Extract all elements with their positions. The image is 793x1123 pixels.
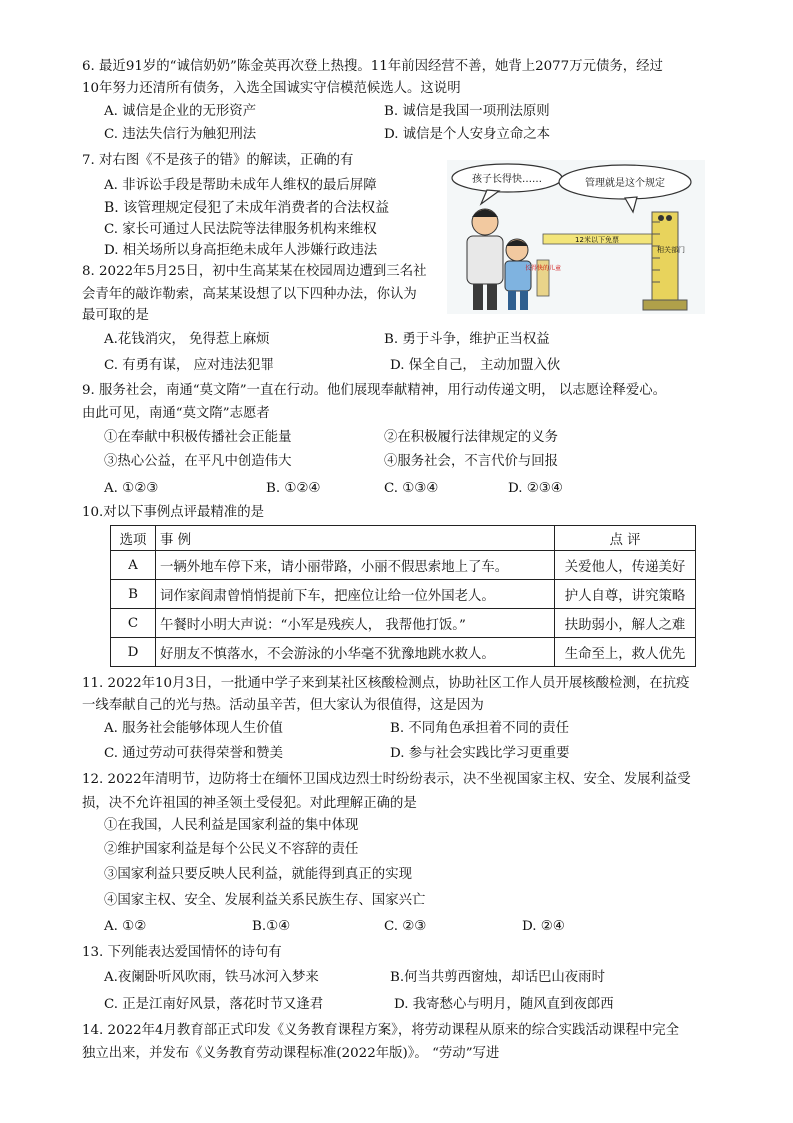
cartoon-bubble-right: 管理就是这个规定 [585, 178, 665, 189]
q8-option-b: B. 勇于斗争，维护正当权益 [384, 332, 550, 347]
table-cell-option: D [111, 638, 156, 667]
q13-stem: 13. 下列能表达爱国情怀的诗句有 [82, 945, 282, 960]
q11-option-a: A. 服务社会能够体现人生价值 [104, 721, 283, 736]
table-cell-example: 午餐时小明大声说：“小军是残疾人， 我帮他打饭。” [156, 609, 555, 638]
q6-option-b: B. 诚信是我国一项刑法原则 [384, 104, 550, 119]
q12-statement-3: ③国家利益只要反映人民利益，就能得到真正的实现 [104, 867, 412, 882]
q14-stem-line1: 14. 2022年4月教育部正式印发《义务教育课程方案》，将劳动课程从原来的综合实践活动课程中完全 [82, 1023, 680, 1038]
table-row [111, 609, 696, 638]
q12-stem-line2: 损，决不允许祖国的神圣领土受侵犯。对此理解正确的是 [82, 796, 417, 811]
q9-option-c: C. ①③④ [384, 481, 439, 496]
cartoon-image [447, 160, 705, 314]
table-row [111, 580, 696, 609]
q6-stem-line2: 10年努力还清所有债务，入选全国诚实守信模范候选人。这说明 [82, 81, 461, 96]
q7-option-c: C. 家长可通过人民法院等法律服务机构来维权 [104, 222, 377, 237]
q13-option-b: B.何当共剪西窗烛，却话巴山夜雨时 [390, 970, 605, 985]
q7-option-a: A. 非诉讼手段是帮助未成年人维权的最后屏障 [104, 178, 377, 193]
q9-stem-line2: 由此可见，南通“莫文隋”志愿者 [82, 406, 270, 421]
q9-stem-line1: 9. 服务社会，南通“莫文隋”一直在行动。他们展现奉献精神，用行动传递文明， 以志愿诠释爱心。 [82, 383, 666, 398]
q9-option-a: A. ①②③ [104, 481, 159, 496]
q7-option-d: D. 相关场所以身高拒绝未成年人涉嫌行政违法 [104, 243, 378, 258]
q11-option-d: D. 参与社会实践比学习更重要 [390, 746, 570, 761]
table-header-comment: 点 评 [555, 526, 696, 551]
table-cell-example: 词作家阎肃曾悄悄提前下车，把座位让给一位外国老人。 [156, 580, 555, 609]
q12-option-c: C. ②③ [384, 919, 427, 934]
q8-option-a: A.花钱消灾， 免得惹上麻烦 [104, 332, 270, 347]
q8-option-d: D. 保全自己， 主动加盟入伙 [390, 358, 561, 373]
q8-stem-line2: 会青年的敲诈勒索，高某某设想了以下四种办法，你认为 [82, 287, 417, 302]
q14-stem-line2: 独立出来，并发布《义务教育劳动课程标准(2022年版)》。 “劳动”写进 [82, 1046, 500, 1061]
q10-table [110, 525, 696, 667]
q12-option-a: A. ①② [104, 919, 147, 934]
table-cell-option: A [111, 551, 156, 580]
table-cell-comment: 关爱他人，传递美好 [555, 551, 696, 580]
q12-statement-4: ④国家主权、安全、发展利益关系民族生存、国家兴亡 [104, 893, 426, 908]
table-cell-comment: 扶助弱小，解人之难 [555, 609, 696, 638]
q11-stem-line1: 11. 2022年10月3日，一批通中学子来到某社区核酸检测点，协助社区工作人员开展核酸检测，在抗疫 [82, 676, 690, 691]
q12-option-d: D. ②④ [522, 919, 565, 934]
q6-option-c: C. 违法失信行为触犯刑法 [104, 127, 257, 142]
q8-option-c: C. 有勇有谋， 应对违法犯罪 [104, 358, 274, 373]
cartoon-post-sign: 相关部门 [657, 246, 685, 254]
table-row [111, 551, 696, 580]
q9-option-b: B. ①②④ [266, 481, 321, 496]
q9-option-d: D. ②③④ [508, 481, 563, 496]
table-header-example: 事 例 [156, 526, 555, 551]
q13-option-c: C. 正是江南好风景，落花时节又逢君 [104, 997, 324, 1012]
table-row [111, 638, 696, 667]
q9-statement-4: ④服务社会，不言代价与回报 [384, 454, 559, 469]
table-cell-example: 好朋友不慎落水，不会游泳的小华毫不犹豫地跳水救人。 [156, 638, 555, 667]
table-header-option: 选项 [111, 526, 156, 551]
q6-option-a: A. 诚信是企业的无形资产 [104, 104, 257, 119]
table-cell-option: C [111, 609, 156, 638]
q13-option-a: A.夜阑卧听风吹雨，铁马冰河入梦来 [104, 970, 319, 985]
cartoon-bubble-left: 孩子长得快…… [472, 174, 542, 185]
q12-option-b: B.①④ [252, 919, 291, 934]
q13-option-d: D. 我寄愁心与明月，随风直到夜郎西 [394, 997, 614, 1012]
q12-statement-2: ②维护国家利益是每个公民义不容辞的责任 [104, 842, 359, 857]
q8-stem-line1: 8. 2022年5月25日，初中生高某某在校园周边遭到三名社 [82, 264, 427, 279]
q10-stem: 10.对以下事例点评最精准的是 [82, 505, 264, 520]
q12-stem-line1: 12. 2022年清明节，边防将士在缅怀卫国戍边烈士时纷纷表示，决不坐视国家主权、安全、发展利益受 [82, 772, 691, 787]
table-cell-option: B [111, 580, 156, 609]
q11-option-b: B. 不同角色承担着不同的责任 [390, 721, 570, 736]
q6-stem-line1: 6. 最近91岁的“诚信奶奶”陈金英再次登上热搜。11年前因经营不善，她背上2077万元债务，经过 [82, 59, 663, 74]
q8-stem-line3: 最可取的是 [82, 308, 149, 323]
q12-statement-1: ①在我国，人民利益是国家利益的集中体现 [104, 818, 359, 833]
cartoon-child-tag: 长得快的儿童 [524, 265, 562, 272]
q11-option-c: C. 通过劳动可获得荣誉和赞美 [104, 746, 283, 761]
q9-statement-2: ②在积极履行法律规定的义务 [384, 430, 559, 445]
table-cell-comment: 生命至上，救人优先 [555, 638, 696, 667]
table-cell-example: 一辆外地车停下来，请小丽带路，小丽不假思索地上了车。 [156, 551, 555, 580]
cartoon-ruler-label: 12米以下免票 [575, 236, 619, 244]
table-cell-comment: 护人自尊，讲究策略 [555, 580, 696, 609]
table-header-row [111, 526, 696, 551]
q9-statement-3: ③热心公益，在平凡中创造伟大 [104, 454, 292, 469]
q7-option-b: B. 该管理规定侵犯了未成年消费者的合法权益 [104, 200, 390, 216]
q9-statement-1: ①在奉献中积极传播社会正能量 [104, 430, 292, 445]
q7-stem: 7. 对右图《不是孩子的错》的解读，正确的有 [82, 153, 354, 168]
q11-stem-line2: 一线奉献自己的光与热。活动虽辛苦，但大家认为很值得，这是因为 [82, 698, 484, 713]
q6-option-d: D. 诚信是个人安身立命之本 [384, 127, 551, 142]
